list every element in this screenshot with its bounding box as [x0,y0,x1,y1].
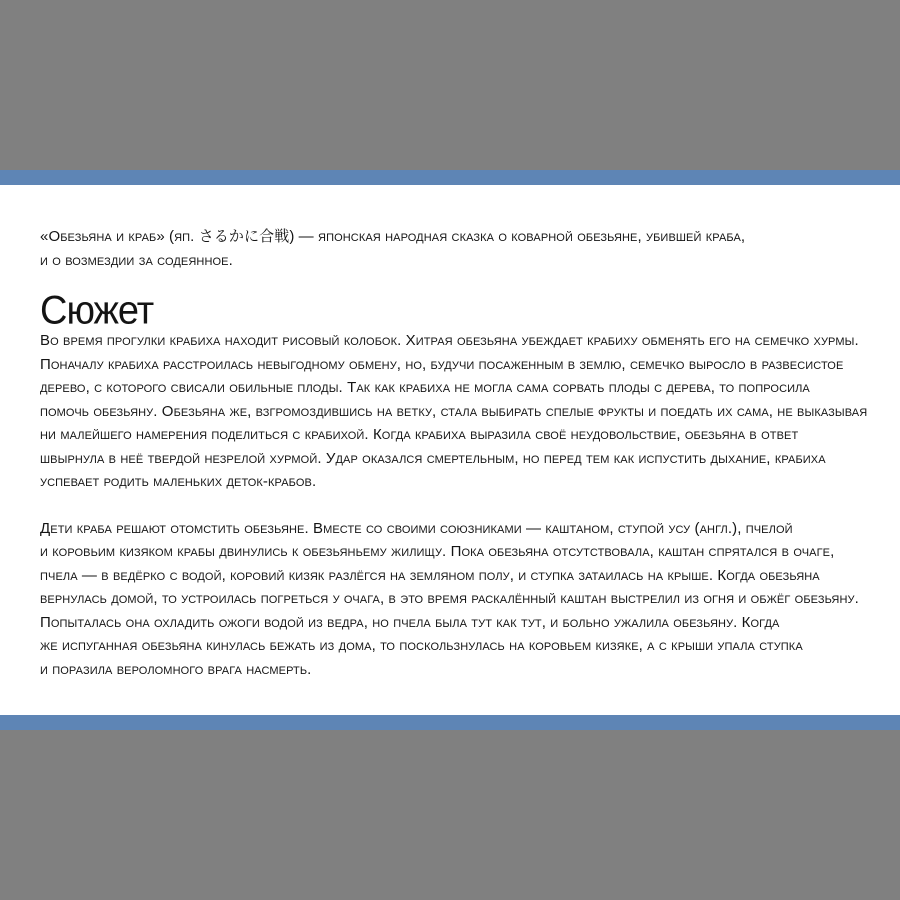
plot-paragraph-1 [40,329,875,494]
text-line: Во время прогулки крабиха находит рисовый колобок. Хитрая обезьяна убеждает крабиху обменять его на семечко хурмы. [40,332,859,349]
text-line: Поначалу крабиха расстроилась невыгодному обмену, но, будучи посаженным в землю, семечко выросло в развесистое [40,355,844,373]
text-line: помочь обезьяну. Обезьяна же, взгромоздившись на ветку, стала выбирать спелые фрукты и поедать их сама, не выказывая [40,402,868,420]
plot-paragraph-2 [40,517,875,682]
text-line: и коровьим кизяком крабы двинулись к обезьяньему жилищу. Пока обезьяна отсутствовала, каштан спрятался в очаге, [40,543,835,560]
text-line: Попыталась она охладить ожоги водой из ведра, но пчела была тут как тут, и больно ужалила обезьяну. Когда [40,613,780,631]
text-line: Дети краба решают отомстить обезьяне. Вместе со своими союзниками — каштаном, ступой усу (англ.), пчелой [40,519,793,537]
text-line: «Обезьяна и краб» (яп. さるかに合戦) — японская народная сказка о коварной обезьяне, убившей краба, [40,228,746,245]
text-line: швырнула в неё твердой незрелой хурмой. Удар оказался смертельным, но перед тем как испустить дыхание, крабиха [40,449,826,467]
text-line: дерево, с которого свисали обильные плоды. Так как крабиха не могла сама сорвать плоды с дерева, то попросила [40,379,810,396]
text-line: и о возмездии за содеянное. [40,251,233,269]
text-line: ни малейшего намерения поделиться с крабихой. Когда крабиха выразила своё неудовольствие, обезьяна в ответ [40,426,799,443]
intro-paragraph [40,225,875,272]
article-content [40,225,875,681]
bottom-accent-band [0,715,900,730]
section-heading: Сюжет [40,288,154,333]
text-line: вернулась домой, то устроилась погреться у очага, в это время раскалённый каштан выстрелил из огня и обжёг обезьяну. [40,590,859,607]
text-line: успевает родить маленьких деток-крабов. [40,473,317,490]
text-line: же испуганная обезьяна кинулась бежать из дома, то поскользнулась на коровьем кизяке, а с крыши упала ступка [40,637,803,654]
text-line: пчела — в ведёрко с водой, коровий кизяк разлёгся на земляном полу, и ступка затаилась на крыше. Когда обезьяна [40,566,820,584]
text-line: и поразила вероломного врага насмерть. [40,660,312,678]
article-panel [0,185,900,715]
top-accent-band [0,170,900,185]
